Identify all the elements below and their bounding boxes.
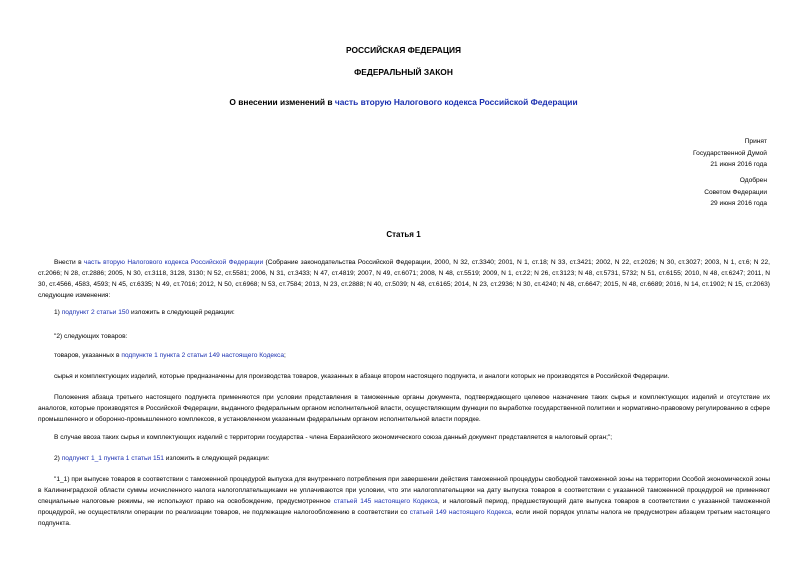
adopted-block [693,136,767,171]
paragraph-item-2 [38,453,770,464]
article-151-link[interactable]: подпункт 1_1 пункта 1 статьи 151 [61,455,164,462]
law-title [0,97,807,108]
article-title: Статья 1 [386,230,421,239]
approved-block [704,175,767,210]
article-149-link[interactable]: статьей 149 настоящего Кодекса [409,509,512,516]
adopted-date: 21 июня 2016 года [710,161,767,168]
article-145-link[interactable]: статьей 145 настоящего Кодекса [333,498,438,505]
tax-code-part-two-link[interactable]: часть вторую Налогового кодекса Российской Федерации [83,259,264,266]
paragraph-eaeu-import: В случае ввоза таких сырья и комплектующих изделий с территории государства - члена Евразийского экономического союза данный документ представляется в налоговый орган;"; [54,434,613,441]
paragraph-item-1 [38,307,770,318]
paragraph-subitem-1-1 [38,474,770,529]
text: , и налоговый период, предшествующий дате выпуска товаров в соответствии с указанной таможенной процедурой, не осуществляли операции по реализации товаров, не подлежащие налогообложению в соответствии со [38,498,771,516]
text: , если иной порядок уплаты налога не предусмотрен абзацем третьим настоящего подпункта. [38,509,770,527]
adopted-by: Государственной Думой [693,149,767,157]
approved-date: 29 июня 2016 года [710,200,767,207]
tax-code-link[interactable]: часть вторую Налогового кодекса Российской Федерации [334,97,578,107]
paragraph-goods [38,350,770,361]
text: Внести в [54,259,84,266]
text: "1_1) при выпуске товаров в соответствии с таможенной процедурой выпуска для внутреннего потребления при завершении действия таможенной процедуры свободной таможенной зоны на территории Особой экономической зоны в Калининградской области суммы исчисленного налога налогоплательщиками не уплачиваются при условии, что эти налогоплательщики на дату выпуска товаров в соответствии с указанной таможенной процедурой не применяют специальные налоговые режимы, не используют право на освобождение, предусмотренное [38,476,770,505]
article-149-subitem-link[interactable]: подпункте 1 пункта 2 статьи 149 настоящего Кодекса [121,352,285,359]
country-heading: РОССИЙСКАЯ ФЕДЕРАЦИЯ [345,45,462,55]
approved-line: Одобрен [739,177,767,184]
text: ; [284,352,286,359]
adopted-line: Принят [744,138,767,145]
law-title-prefix: О внесении изменений в [229,97,335,107]
paragraph-provisions: Положения абзаца третьего настоящего подпункта применяются при условии представления в таможенные органы документа, подтверждающего целевое назначение таких сырья и комплектующих изделий и отсутствие их аналогов, которые производятся в Российской Федерации, выданного федеральным органом исполнительной власти, осуществляющим функции по выработке государственной политики и нормативно-правовому регулированию в сфере промышленного и оборонно-промышленного комплексов, в установленном указанным федеральным органом исполнительной власти порядке. [38,394,770,423]
text: изложить в следующей редакции: [129,309,235,316]
paragraph-raw-materials: сырья и комплектующих изделий, которые предназначены для производства товаров, указанных в абзаце втором настоящего подпункта, и аналоги которых не производятся в Российской Федерации. [54,373,670,380]
doc-type-heading: ФЕДЕРАЛЬНЫЙ ЗАКОН [354,67,453,77]
text: 1) [54,309,62,316]
text: изложить в следующей редакции: [163,455,270,462]
text: 2) [54,455,62,462]
approved-by: Советом Федерации [704,188,767,196]
text: (Собрание законодательства Российской Федерации, 2000, N 32, ст.3340; 2001, N 1, ст.18; N 33, ст.3421; 2002, N 22, ст.2026; N 30, ст.3027; 2003, N 1, ст.6; N 22, ст.2066; N 28, ст.2886; 2005, N 30, ст.3118, 3128, 3130; N 52, ст.5581; 2006, N 31, ст.3433; N 47, ст.4819; 2007, N 49, ст.6071; 2008, N 48, ст.5519; 2009, N 1, ст.22; N 26, ст.3123; N 48, ст.5731, 5732; N 51, ст.6155; 2010, N 48, ст.6247; 2011, N 30, ст.4566, 4583, 4593; N 45, ст.6335; N 49, ст.7016; 2012, N 50, ст.6968; N 53, ст.7584; 2013, N 23, ст.2888; N 40, ст.5039; N 48, ст.6165; 2014, N 23, ст.2936; N 30, ст.4240; N 48, ст.6647; 2015, N 48, ст.6689; 2016, N 14, ст.1902; N 15, ст.2063) следующие изменения: [38,259,771,299]
paragraph-subitem-2: "2) следующих товаров: [54,333,128,340]
article-150-link[interactable]: подпункт 2 статьи 150 [61,309,130,316]
text: товаров, указанных в [54,352,122,359]
paragraph-intro [38,257,770,301]
